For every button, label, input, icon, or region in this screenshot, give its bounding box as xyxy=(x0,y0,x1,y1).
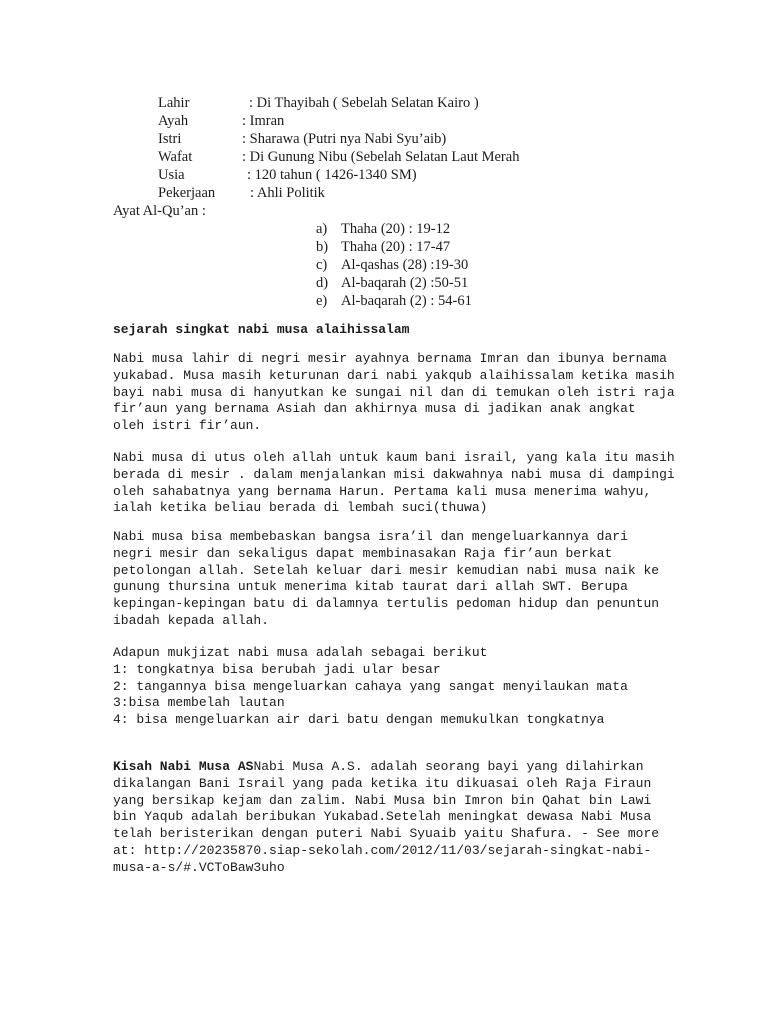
ayat-marker: a) xyxy=(316,221,328,237)
text-line: 4: bisa mengeluarkan air dari batu dengan memukulkan tongkatnya xyxy=(113,712,605,728)
ayat-marker: c) xyxy=(316,257,328,273)
section-heading: sejarah singkat nabi musa alaihissalam xyxy=(113,322,410,337)
biodata-value: : Ahli Politik xyxy=(250,185,325,201)
text-line: yukabad. Musa masih keturunan dari nabi yakqub alaihissalam ketika masih xyxy=(113,367,675,383)
biodata-label: Istri xyxy=(158,131,182,147)
ayat-marker: b) xyxy=(316,239,329,255)
biodata-value: : Sharawa (Putri nya Nabi Syu’aib) xyxy=(242,131,447,147)
text-line: 2: tangannya bisa mengeluarkan cahaya yang sangat menyilaukan mata xyxy=(113,678,628,694)
text-line: bayi nabi musa di hanyutkan ke sungai nil dan di temukan oleh istri raja xyxy=(113,384,675,400)
ayat-label: Ayat Al-Qu’an : xyxy=(113,203,206,219)
kisah-first-text: Nabi Musa A.S. adalah seorang bayi yang dilahirkan xyxy=(253,759,644,774)
text-line: yang bersikap kejam dan zalim. Nabi Musa bin Imron bin Qahat bin Lawi xyxy=(113,792,652,808)
biodata-row-usia xyxy=(0,166,600,184)
paragraph-mission xyxy=(113,450,675,517)
text-line: gunung thursina untuk menerima kitab taurat dari allah SWT. Berupa xyxy=(113,579,628,595)
biodata-label: Usia xyxy=(158,167,185,183)
ayat-marker: d) xyxy=(316,275,329,291)
biodata-row-wafat xyxy=(0,148,600,166)
ayat-text: Al-baqarah (2) :50-51 xyxy=(341,275,469,291)
ayat-marker: e) xyxy=(316,293,328,309)
ayat-text: Thaha (20) : 19-12 xyxy=(341,221,451,237)
text-line: at: http://20235870.siap-sekolah.com/2012/11/03/sejarah-singkat-nabi- xyxy=(113,842,652,858)
text-line: 1: tongkatnya bisa berubah jadi ular besar xyxy=(113,661,441,677)
text-line: Adapun mukjizat nabi musa adalah sebagai berikut xyxy=(113,645,488,660)
paragraph-birth xyxy=(113,351,675,435)
ayat-text: Al-qashas (28) :19-30 xyxy=(341,257,469,273)
paragraph-exodus xyxy=(113,529,660,630)
text-line: fir’aun yang bernama Asiah dan akhirnya musa di jadikan anak angkat xyxy=(113,401,636,417)
kisah-title: Kisah Nabi Musa AS xyxy=(113,759,254,774)
text-line: kepingan-kepingan batu di dalamnya tertulis pedoman hidup dan penuntun xyxy=(113,596,660,612)
text-line: ialah ketika beliau berada di lembah suci(thuwa) xyxy=(113,500,488,516)
biodata-row-istri xyxy=(0,130,600,148)
text-line: petolongan allah. Setelah keluar dari mesir kemudian nabi musa naik ke xyxy=(113,562,660,578)
biodata-label: Pekerjaan xyxy=(158,185,216,201)
biodata-row-pekerjaan xyxy=(0,184,600,202)
text-line: Nabi musa lahir di negri mesir ayahnya bernama Imran dan ibunya bernama xyxy=(113,351,667,366)
biodata-value: : 120 tahun ( 1426-1340 SM) xyxy=(247,167,417,183)
biodata-row-ayah xyxy=(0,112,600,130)
text-line: telah beristerikan dengan puteri Nabi Syuaib yaitu Shafura. - See more xyxy=(113,826,660,842)
biodata-value: : Imran xyxy=(242,113,285,129)
text-line: Nabi musa di utus oleh allah untuk kaum bani israil, yang kala itu masih xyxy=(113,450,675,465)
biodata-label: Lahir xyxy=(158,95,190,111)
text-line: ibadah kepada allah. xyxy=(113,612,270,628)
kisah-first-line xyxy=(113,759,653,776)
ayat-text: Thaha (20) : 17-47 xyxy=(341,239,451,255)
ayat-text: Al-baqarah (2) : 54-61 xyxy=(341,293,472,309)
biodata-row-lahir xyxy=(0,94,600,112)
biodata-label: Ayah xyxy=(158,113,189,129)
text-line: oleh sahabatnya yang bernama Harun. Pertama kali musa menerima wahyu, xyxy=(113,483,652,499)
text-line: bin Yaqub adalah beribukan Yukabad.Setelah meningkat dewasa Nabi Musa xyxy=(113,809,652,825)
paragraph-miracles xyxy=(113,645,653,729)
paragraph-kisah xyxy=(113,759,660,877)
biodata-value: : Di Gunung Nibu (Sebelah Selatan Laut Merah xyxy=(242,149,520,165)
text-line: oleh istri fir’aun. xyxy=(113,418,262,434)
text-line: negri mesir dan sekaligus dapat membinasakan Raja fir’aun berkat xyxy=(113,545,613,561)
text-line: berada di mesir . dalam menjalankan misi dakwahnya nabi musa di dampingi xyxy=(113,466,675,482)
biodata-label: Wafat xyxy=(158,149,193,165)
text-line: Nabi musa bisa membebaskan bangsa isra’il dan mengeluarkannya dari xyxy=(113,529,628,544)
text-line: 3:bisa membelah lautan xyxy=(113,695,285,711)
text-line: musa-a-s/#.VCToBaw3uho xyxy=(113,859,285,875)
biodata-value: : Di Thayibah ( Sebelah Selatan Kairo ) xyxy=(249,95,479,111)
text-line: dikalangan Bani Israil yang pada ketika itu dikuasai oleh Raja Firaun xyxy=(113,775,652,791)
